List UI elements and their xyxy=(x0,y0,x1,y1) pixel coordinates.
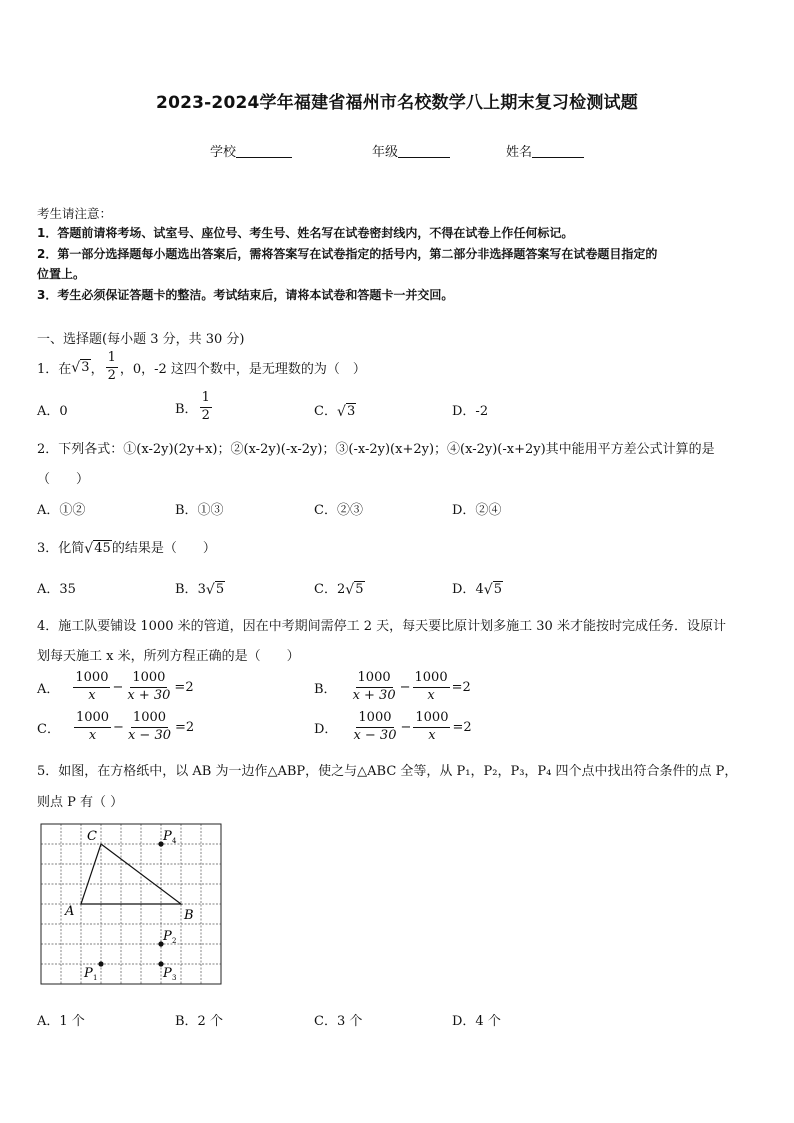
q4-c-frac2-den: x − 30 xyxy=(127,727,171,743)
question-1 xyxy=(37,349,366,385)
q3-pre: 3．化简 xyxy=(37,541,85,556)
grade-field[interactable] xyxy=(372,141,450,160)
q4-b-frac1-num: 1000 xyxy=(356,671,393,688)
q1-rest: ，0，-2 这四个数中，是无理数的为（ ） xyxy=(119,361,366,377)
label-p1-sub: 1 xyxy=(93,974,98,982)
label-p3-sub: 3 xyxy=(172,974,177,982)
q3-b-sqrt: √ 5 xyxy=(205,582,225,598)
q1-option-c[interactable] xyxy=(314,400,356,419)
q4-a-frac2 xyxy=(125,671,172,704)
q4-d-label: D． xyxy=(314,721,338,737)
q5-option-a[interactable]: A．1 个 xyxy=(37,1014,85,1029)
label-p1: P xyxy=(84,966,93,981)
triangle-abc xyxy=(81,844,181,904)
school-field[interactable] xyxy=(210,141,292,160)
q2-option-c[interactable]: C．②③ xyxy=(314,503,363,518)
q1-c-label: C． xyxy=(314,404,337,419)
q1-option-d[interactable]: D．-2 xyxy=(452,404,489,419)
q4-d-frac1-num: 1000 xyxy=(356,711,393,728)
label-c: C xyxy=(87,829,97,844)
grid-figure xyxy=(40,823,222,985)
q4-option-b[interactable] xyxy=(314,671,471,704)
notice-item-3: 3．考生必须保证答题卡的整洁。考试结束后，请将本试卷和答题卡一并交回。 xyxy=(37,288,454,302)
q3-option-d[interactable] xyxy=(452,578,503,597)
point-p1 xyxy=(98,961,103,966)
q1-option-a[interactable]: A．0 xyxy=(37,404,68,419)
q4-b-frac2-den: x xyxy=(427,687,435,703)
q3-radicand: 45 xyxy=(94,541,111,556)
name-field[interactable] xyxy=(506,141,584,160)
q4-c-label: C． xyxy=(37,721,60,737)
q4-c-frac2 xyxy=(126,711,173,744)
q4-d-minus: − xyxy=(400,719,412,735)
q4-b-frac2 xyxy=(413,671,450,704)
notice-item-2: 2．第一部分选择题每小题选出答案后，需将答案写在试卷指定的括号内，第二部分非选择题答案写在试卷题目指定的 xyxy=(37,247,658,261)
q1-c-sqrt: √ 3 xyxy=(336,404,356,420)
q4-a-frac1 xyxy=(73,671,110,704)
q3-d-sqrt: √ 5 xyxy=(483,582,502,598)
q1-frac-den: 2 xyxy=(107,367,116,383)
question-5-line2: 则点 P 有（ ） xyxy=(37,795,124,810)
q1-c-radicand: 3 xyxy=(346,404,356,419)
q4-c-frac1 xyxy=(74,711,111,744)
name-blank[interactable] xyxy=(532,144,584,158)
section-heading: 一、选择题(每小题 3 分，共 30 分) xyxy=(37,332,245,347)
question-5-line1: 5．如图，在方格纸中，以 AB 为一边作△ABP，使之与△ABC 全等，从 P₁，P₂，P₃，P₄ 四个点中找出符合条件的点 P， xyxy=(37,764,738,779)
q3-option-c[interactable] xyxy=(314,578,365,597)
q1-comma: ， xyxy=(90,361,104,377)
q1-b-label: B． xyxy=(175,401,198,417)
q4-c-frac1-den: x xyxy=(88,727,97,743)
q3-b-radicand: 5 xyxy=(215,582,225,597)
q4-b-frac2-num: 1000 xyxy=(413,671,450,688)
q4-a-label: A． xyxy=(37,681,60,697)
q1-fraction xyxy=(106,351,118,384)
q5-option-d[interactable]: D．4 个 xyxy=(452,1014,501,1029)
q1-option-b[interactable] xyxy=(175,391,214,424)
question-4-line2: 划每天施工 x 米，所列方程正确的是（ ） xyxy=(37,649,300,664)
label-p4: P xyxy=(163,829,172,844)
page-title: 2023-2024学年福建省福州市名校数学八上期末复习检测试题 xyxy=(156,93,638,113)
q4-a-eq: =2 xyxy=(174,679,194,695)
q4-c-frac2-num: 1000 xyxy=(131,711,168,728)
label-a: A xyxy=(65,904,75,919)
q3-d-radicand: 5 xyxy=(493,582,502,597)
q4-b-minus: − xyxy=(399,679,411,695)
q1-pre: 1．在 xyxy=(37,361,72,377)
q4-b-frac1-den: x + 30 xyxy=(352,687,396,703)
question-2-paren: （ ） xyxy=(37,472,90,487)
q4-d-eq: =2 xyxy=(452,719,472,735)
q2-option-d[interactable]: D．②④ xyxy=(452,503,502,518)
q2-option-b[interactable]: B．①③ xyxy=(175,503,224,518)
q4-b-frac1 xyxy=(351,671,398,704)
q4-d-frac2 xyxy=(413,711,450,744)
label-p3: P xyxy=(163,966,172,981)
notice-heading: 考生请注意： xyxy=(37,206,113,221)
label-p2-sub: 2 xyxy=(172,937,177,945)
q4-a-minus: − xyxy=(112,679,124,695)
notice-item-2-cont: 位置上。 xyxy=(37,267,86,281)
q4-d-frac2-den: x xyxy=(428,727,436,743)
q4-a-frac1-den: x xyxy=(88,687,96,703)
q5-option-c[interactable]: C．3 个 xyxy=(314,1014,363,1029)
q3-c-coef: 2 xyxy=(336,582,346,597)
q4-option-c[interactable] xyxy=(37,711,194,744)
q3-d-coef: 4 xyxy=(475,582,484,597)
q4-a-frac1-num: 1000 xyxy=(73,671,110,688)
q4-d-frac1-den: x − 30 xyxy=(353,727,397,743)
q4-b-eq: =2 xyxy=(451,679,471,695)
question-4-line1: 4．施工队要铺设 1000 米的管道，因在中考期间需停工 2 天，每天要比原计划多施工 30 米才能按时完成任务．设原计 xyxy=(37,619,726,634)
q1-frac-num: 1 xyxy=(106,351,118,368)
school-blank[interactable] xyxy=(236,144,292,158)
grade-blank[interactable] xyxy=(398,144,450,158)
q4-b-label: B． xyxy=(314,681,337,697)
q3-b-label: B． xyxy=(175,582,198,597)
q1-sqrt: √ 3 xyxy=(71,360,90,376)
q1-radicand: 3 xyxy=(81,360,90,375)
school-label: 学校 xyxy=(210,145,237,160)
q3-sqrt: √ 45 xyxy=(84,541,111,557)
q4-c-frac1-num: 1000 xyxy=(74,711,111,728)
q3-d-label: D． xyxy=(452,582,476,597)
q3-option-b[interactable] xyxy=(175,578,225,597)
question-3 xyxy=(37,537,216,556)
q1-b-num: 1 xyxy=(200,391,212,408)
q3-option-a[interactable]: A．35 xyxy=(37,582,76,597)
q3-c-radicand: 5 xyxy=(355,582,364,597)
q4-c-eq: =2 xyxy=(174,719,195,735)
q3-rest: 的结果是（ ） xyxy=(111,541,216,556)
q4-a-frac2-den: x + 30 xyxy=(127,687,171,703)
q3-c-sqrt: √ 5 xyxy=(345,582,364,598)
label-p4-sub: 4 xyxy=(172,837,177,845)
label-b: B xyxy=(184,908,194,923)
q4-option-a[interactable] xyxy=(37,671,194,704)
notice-item-1: 1．答题前请将考场、试室号、座位号、考生号、姓名写在试卷密封线内，不得在试卷上作任何标记。 xyxy=(37,226,574,240)
q2-option-a[interactable]: A．①② xyxy=(37,503,86,518)
q4-a-frac2-num: 1000 xyxy=(130,671,167,688)
q1-b-fraction xyxy=(200,391,212,424)
q4-option-d[interactable] xyxy=(314,711,472,744)
name-label: 姓名 xyxy=(506,145,533,160)
q3-c-label: C． xyxy=(314,582,337,597)
question-2: 2．下列各式：①(x-2y)(2y+x)；②(x-2y)(-x-2y)；③(-x-2y)(x+2y)；④(x-2y)(-x+2y)其中能用平方差公式计算的是 xyxy=(37,442,715,457)
grade-label: 年级 xyxy=(372,145,399,160)
q1-b-den: 2 xyxy=(201,407,210,423)
label-p2: P xyxy=(163,929,172,944)
q4-d-frac2-num: 1000 xyxy=(413,711,450,728)
q5-option-b[interactable]: B．2 个 xyxy=(175,1014,223,1029)
q4-c-minus: − xyxy=(113,719,124,735)
q4-d-frac1 xyxy=(351,711,398,744)
q3-b-coef: 3 xyxy=(197,582,206,597)
